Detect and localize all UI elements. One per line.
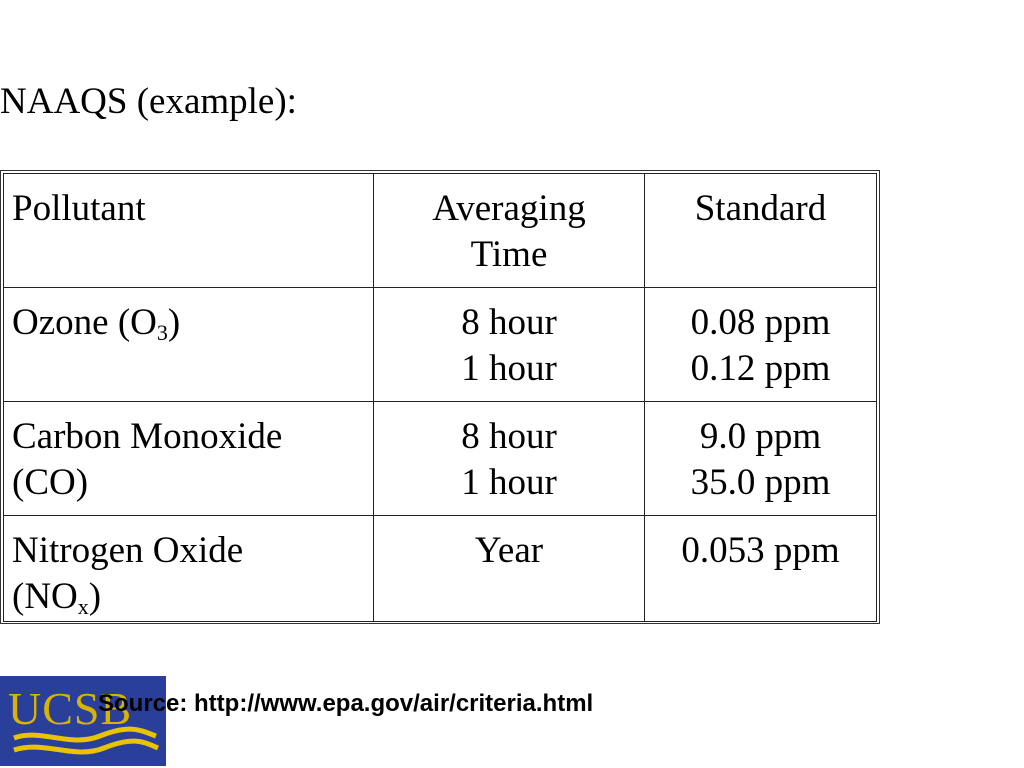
header-averaging-time-line2: Time [470, 234, 548, 275]
averaging-time-value: 8 hour [461, 302, 557, 343]
pollutant-name: Carbon Monoxide [12, 416, 283, 457]
cell-standard [645, 402, 877, 516]
wave-icon [0, 726, 166, 766]
header-pollutant-label: Pollutant [12, 188, 146, 229]
header-standard [645, 174, 877, 288]
cell-averaging-time [374, 516, 645, 622]
averaging-time-value: 1 hour [461, 462, 557, 503]
pollutant-close-paren: ) [167, 302, 181, 343]
standard-value: 0.053 ppm [681, 530, 840, 571]
pollutant-close-paren: ) [88, 576, 102, 617]
cell-standard [645, 288, 877, 402]
standard-value: 0.08 ppm [690, 302, 831, 343]
standard-value: 35.0 ppm [690, 462, 831, 503]
pollutant-subscript: x [77, 594, 89, 619]
cell-averaging-time [374, 402, 645, 516]
pollutant-formula: (CO) [12, 462, 89, 503]
table-row-ozone [4, 288, 877, 402]
cell-pollutant [4, 402, 374, 516]
table-row-nitrogen-oxide [4, 516, 877, 622]
source-citation: Source: http://www.epa.gov/air/criteria.html [98, 690, 594, 717]
averaging-time-value: 1 hour [461, 348, 557, 389]
header-pollutant [4, 174, 374, 288]
averaging-time-value: Year [474, 530, 544, 571]
table-row-carbon-monoxide [4, 402, 877, 516]
averaging-time-value: 8 hour [461, 416, 557, 457]
pollutant-formula [12, 574, 365, 620]
pollutant-name: Nitrogen Oxide [12, 530, 244, 571]
standard-value: 9.0 ppm [699, 416, 822, 457]
slide-title: NAAQS (example): [0, 81, 297, 122]
header-averaging-time [374, 174, 645, 288]
standard-value: 0.12 ppm [690, 348, 831, 389]
cell-standard [645, 516, 877, 622]
header-averaging-time-line1: Averaging [432, 188, 586, 229]
pollutant-formula-text: (NO [12, 576, 78, 617]
pollutant-name [12, 300, 365, 346]
header-standard-label: Standard [694, 188, 827, 229]
cell-averaging-time [374, 288, 645, 402]
table-header-row [4, 174, 877, 288]
cell-pollutant [4, 288, 374, 402]
pollutant-name-text: Ozone (O [12, 302, 157, 343]
naaqs-table [3, 173, 877, 622]
ucsb-logo-text: UCSB [8, 683, 133, 734]
naaqs-table-frame [0, 170, 880, 624]
cell-pollutant [4, 516, 374, 622]
pollutant-subscript: 3 [156, 320, 168, 345]
